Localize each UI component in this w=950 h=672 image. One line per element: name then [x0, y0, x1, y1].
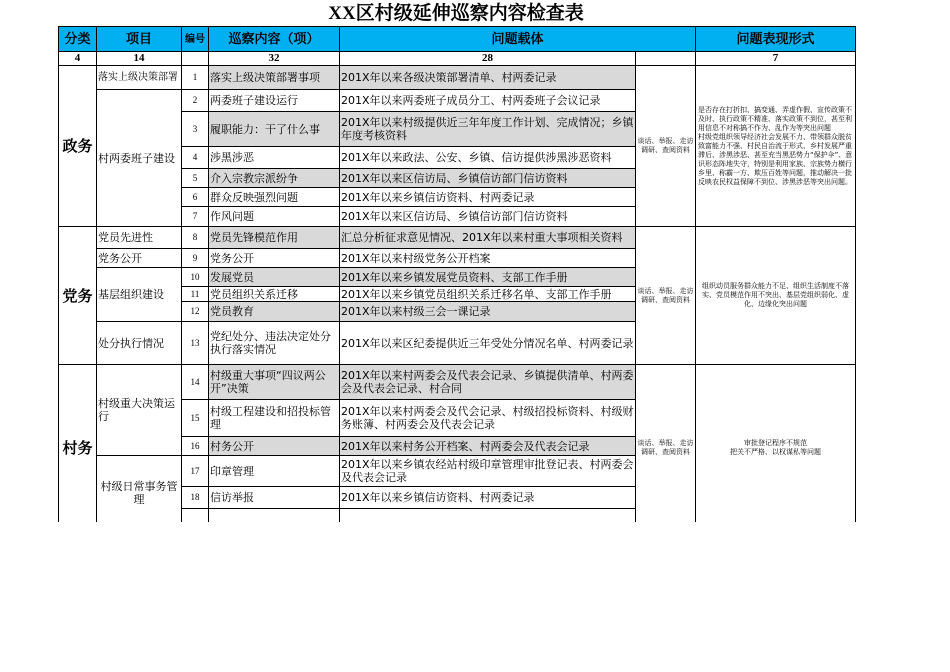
table-row — [59, 365, 856, 400]
method-cell: 谈话、举报、走访调研、查阅资料 — [636, 365, 696, 531]
form-cell: 组织动员服务群众能力不足、组织生活制度不落实、党员模范作用不突出、基层党组织弱化、虚化、边缘化突出问题 — [696, 227, 856, 365]
category-politics: 政务 — [59, 66, 97, 227]
header-number: 编号 — [182, 27, 209, 52]
row-number: 6 — [182, 188, 209, 207]
inspection-item: 涉黑涉恶 — [209, 147, 340, 169]
row-number: 16 — [182, 437, 209, 456]
problem-carrier: 201X年以来村务公开档案、村两委会及代表会记录 — [340, 437, 636, 456]
row-number: 17 — [182, 456, 209, 487]
problem-carrier: 201X年以来两委班子成员分工、村两委班子会议记录 — [340, 90, 636, 112]
problem-carrier: 201X年以来各级决策部署清单、村两委记录 — [340, 66, 636, 90]
project-cell: 落实上级决策部署 — [97, 66, 182, 90]
inspection-item: 群众反映强烈问题 — [209, 188, 340, 207]
problem-carrier: 201X年以来区信访局、乡镇信访部门信访资料 — [340, 207, 636, 227]
header-form: 问题表现形式 — [696, 27, 856, 52]
row-number: 11 — [182, 287, 209, 302]
count-content: 32 — [209, 52, 340, 66]
problem-carrier: 201X年以来乡镇信访资料、村两委记录 — [340, 188, 636, 207]
problem-carrier: 201X年以来村级党务公开档案 — [340, 249, 636, 268]
inspection-item: 党员组织关系迁移 — [209, 287, 340, 302]
count-row — [59, 52, 856, 66]
inspection-item: 发展党员 — [209, 268, 340, 287]
method-cell: 谈话、举报、走访调研、查阅资料 — [636, 227, 696, 365]
row-number: 13 — [182, 322, 209, 365]
project-cell: 党务公开 — [97, 249, 182, 268]
row-number: 14 — [182, 365, 209, 400]
row-number: 15 — [182, 400, 209, 437]
count-form: 7 — [696, 52, 856, 66]
page-title: XX区村级延伸巡察内容检查表 — [328, 3, 584, 24]
category-party: 党务 — [59, 227, 97, 365]
count-project: 14 — [97, 52, 182, 66]
inspection-item: 履职能力：干了什么事 — [209, 112, 340, 147]
problem-carrier: 201X年以来区信访局、乡镇信访部门信访资料 — [340, 169, 636, 188]
problem-carrier: 201X年以来政法、公安、乡镇、信访提供涉黑涉恶资料 — [340, 147, 636, 169]
problem-carrier: 201X年以来村级提供近三年年度工作计划、完成情况；乡镇年度考核资料 — [340, 112, 636, 147]
header-category: 分类 — [59, 27, 97, 52]
row-number: 18 — [182, 487, 209, 509]
category-village: 村务 — [59, 365, 97, 531]
project-cell: 村两委班子建设 — [97, 90, 182, 227]
problem-carrier: 汇总分析征求意见情况、201X年以来村重大事项相关资料 — [340, 227, 636, 249]
row-number: 9 — [182, 249, 209, 268]
inspection-item: 村级工程建设和招投标管理 — [209, 400, 340, 437]
inspection-item: 村务公开 — [209, 437, 340, 456]
method-cell: 谈话、举报、走访调研、查阅资料 — [636, 66, 696, 227]
row-number: 1 — [182, 66, 209, 90]
inspection-item: 村级重大事项“四议两公开”决策 — [209, 365, 340, 400]
problem-carrier: 201X年以来乡镇发展党员资料、支部工作手册 — [340, 268, 636, 287]
inspection-item: 落实上级决策部署事项 — [209, 66, 340, 90]
inspection-item: 两委班子建设运行 — [209, 90, 340, 112]
problem-carrier: 201X年以来村两委会及代表会记录、乡镇提供清单、村两委会及代表会记录、村合同 — [340, 365, 636, 400]
inspection-item: 作风问题 — [209, 207, 340, 227]
problem-carrier: 201X年以来区纪委提供近三年受处分情况名单、村两委记录 — [340, 322, 636, 365]
problem-carrier: 201X年以来乡镇信访资料、村两委记录 — [340, 487, 636, 509]
row-number: 10 — [182, 268, 209, 287]
row-number: 7 — [182, 207, 209, 227]
count-carrier: 28 — [340, 52, 636, 66]
header-project: 项目 — [97, 27, 182, 52]
table-row — [59, 66, 856, 90]
row-number: 4 — [182, 147, 209, 169]
header-row — [59, 27, 856, 52]
form-cell: 审批登记程序不规范 把关不严格、以权谋私等问题 — [696, 365, 856, 531]
project-cell: 村级日常事务管理 — [97, 456, 182, 531]
row-number: 12 — [182, 302, 209, 322]
table-row — [59, 227, 856, 249]
project-cell: 村级重大决策运行 — [97, 365, 182, 456]
inspection-item: 印章管理 — [209, 456, 340, 487]
row-number: 3 — [182, 112, 209, 147]
inspection-item: 党员先锋模范作用 — [209, 227, 340, 249]
count-method — [636, 52, 696, 66]
page-blank-area — [0, 522, 950, 672]
inspection-item: 信访举报 — [209, 487, 340, 509]
inspection-item: 介入宗教宗派纷争 — [209, 169, 340, 188]
inspection-item: 党员教育 — [209, 302, 340, 322]
row-number: 2 — [182, 90, 209, 112]
count-number — [182, 52, 209, 66]
project-cell: 处分执行情况 — [97, 322, 182, 365]
header-content: 巡察内容（项） — [209, 27, 340, 52]
problem-carrier: 201X年以来乡镇党员组织关系迁移名单、支部工作手册 — [340, 287, 636, 302]
problem-carrier: 201X年以来乡镇农经站村级印章管理审批登记表、村两委会及代表会记录 — [340, 456, 636, 487]
header-carrier: 问题载体 — [340, 27, 696, 52]
project-cell: 党员先进性 — [97, 227, 182, 249]
project-cell: 基层组织建设 — [97, 268, 182, 322]
row-number: 8 — [182, 227, 209, 249]
problem-carrier: 201X年以来村级三会一课记录 — [340, 302, 636, 322]
inspection-item: 党纪处分、违法决定处分执行落实情况 — [209, 322, 340, 365]
inspection-table — [58, 26, 856, 531]
inspection-item: 党务公开 — [209, 249, 340, 268]
row-number: 5 — [182, 169, 209, 188]
form-cell: 是否存在打折扣、搞变通、弄虚作假、宣传政策不及时、执行政策不精准、落实政策不到位，甚至利用信息不对称搞不作为、乱作为等突出问题 村级党组织领导经济社会发展不力、带领群众脱贫致富能力不强、村民自治流于形式、乡村发展严重滞后、涉黑涉恶、甚至充当黑恶势力“保护伞”、意识形态阵地失守，特别是利用家族、宗族势力横行乡里、称霸一方、欺压百姓等问题，推动解决一批反映农民权益保障不到位、涉黑涉恶等突出问题。 — [696, 66, 856, 227]
count-category: 4 — [59, 52, 97, 66]
problem-carrier: 201X年以来村两委会及代会记录、村级招投标资料、村级财务账簿、村两委会及代表会记录 — [340, 400, 636, 437]
